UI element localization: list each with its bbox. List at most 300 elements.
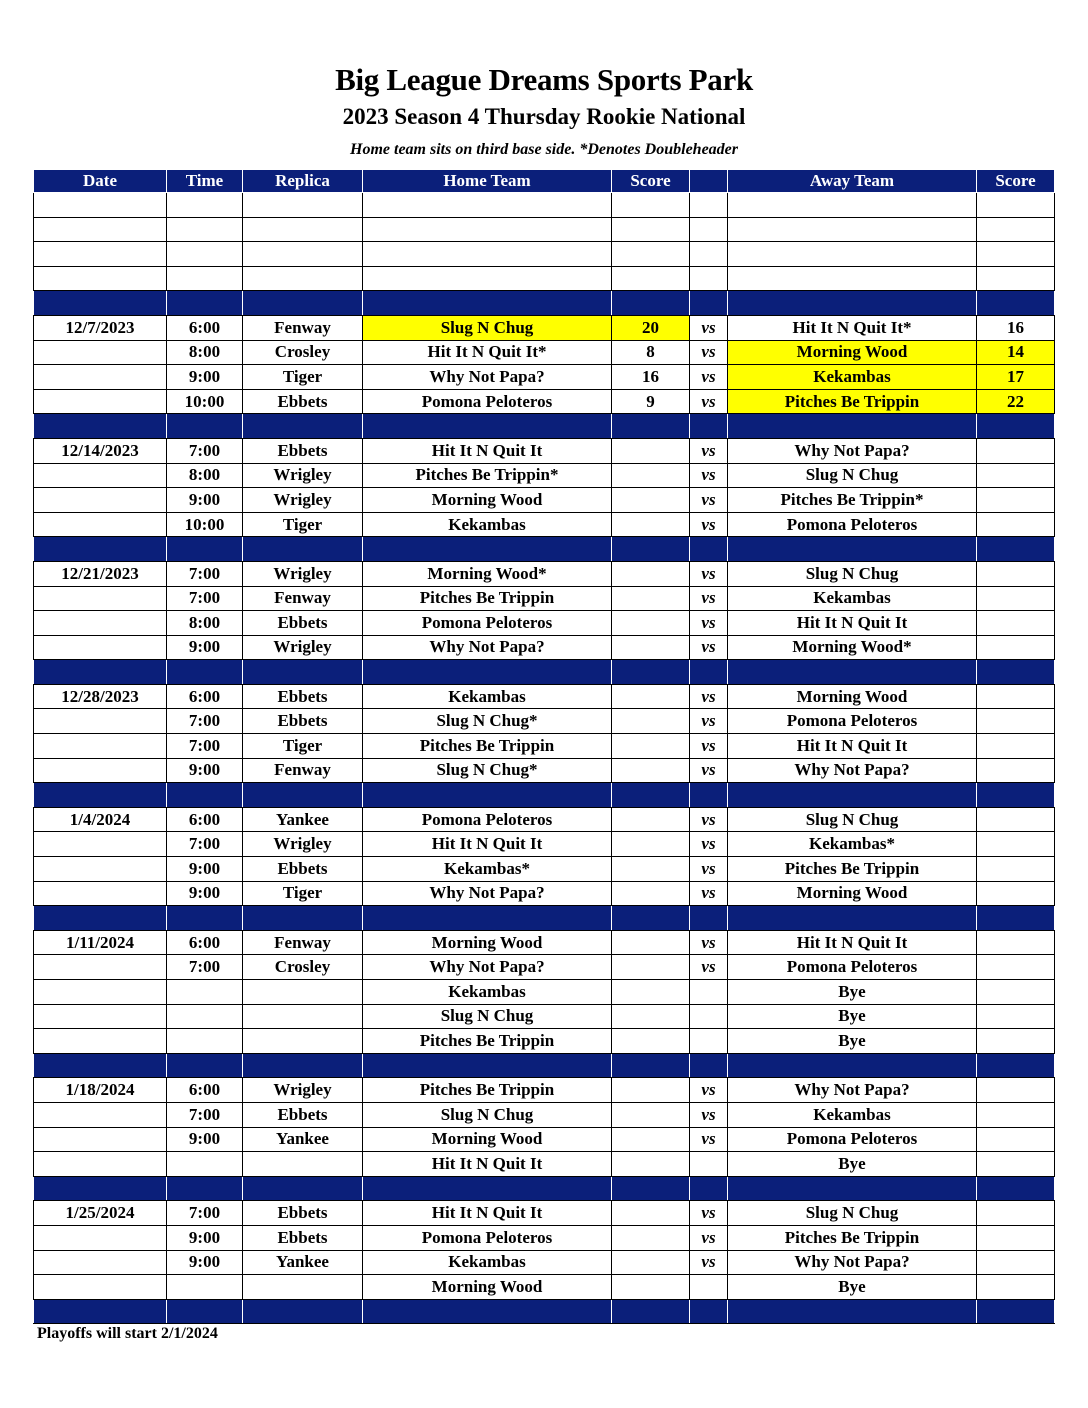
separator-cell	[977, 291, 1055, 316]
game-field: Tiger	[243, 734, 363, 759]
game-time: 7:00	[167, 955, 243, 980]
home-team: Why Not Papa?	[363, 635, 612, 660]
away-score	[977, 832, 1055, 857]
home-score	[612, 955, 690, 980]
separator-cell	[363, 783, 612, 808]
home-score	[612, 1127, 690, 1152]
separator-cell	[243, 1299, 363, 1324]
game-time	[167, 1152, 243, 1177]
away-team: Pomona Peloteros	[728, 512, 977, 537]
game-field	[243, 1152, 363, 1177]
away-score	[977, 1102, 1055, 1127]
away-team: Morning Wood	[728, 340, 977, 365]
game-date	[34, 1029, 167, 1054]
vs-label: vs	[690, 1250, 728, 1275]
home-team: Hit It N Quit It*	[363, 340, 612, 365]
home-team: Morning Wood	[363, 1127, 612, 1152]
separator-cell	[977, 1176, 1055, 1201]
away-team: Kekambas*	[728, 832, 977, 857]
home-team: Pomona Peloteros	[363, 807, 612, 832]
vs-label: vs	[690, 488, 728, 513]
separator-cell	[243, 291, 363, 316]
vs-label: vs	[690, 389, 728, 414]
home-score	[612, 561, 690, 586]
game-field: Crosley	[243, 955, 363, 980]
game-date	[34, 1004, 167, 1029]
home-team: Pitches Be Trippin	[363, 734, 612, 759]
separator-cell	[728, 1176, 977, 1201]
empty-cell	[728, 242, 977, 267]
home-score	[612, 611, 690, 636]
home-team: Pitches Be Trippin*	[363, 463, 612, 488]
separator-cell	[34, 660, 167, 685]
away-team: Why Not Papa?	[728, 1250, 977, 1275]
game-time: 9:00	[167, 1127, 243, 1152]
separator-cell	[728, 660, 977, 685]
game-field	[243, 980, 363, 1005]
game-time	[167, 1275, 243, 1300]
separator-cell	[612, 1299, 690, 1324]
game-time	[167, 1029, 243, 1054]
game-field: Wrigley	[243, 463, 363, 488]
away-team: Why Not Papa?	[728, 438, 977, 463]
separator-cell	[243, 1053, 363, 1078]
away-score	[977, 1225, 1055, 1250]
vs-label: vs	[690, 365, 728, 390]
separator-cell	[728, 783, 977, 808]
home-team: Kekambas	[363, 684, 612, 709]
home-score	[612, 512, 690, 537]
empty-cell	[728, 266, 977, 291]
home-team: Kekambas*	[363, 857, 612, 882]
home-score	[612, 1201, 690, 1226]
separator-cell	[243, 414, 363, 439]
game-time: 6:00	[167, 930, 243, 955]
separator-cell	[612, 537, 690, 562]
home-team: Pitches Be Trippin	[363, 586, 612, 611]
vs-label	[690, 980, 728, 1005]
week-separator	[34, 537, 1055, 562]
vs-label: vs	[690, 315, 728, 340]
separator-cell	[977, 660, 1055, 685]
week-separator	[34, 291, 1055, 316]
separator-cell	[243, 660, 363, 685]
game-date: 12/7/2023	[34, 315, 167, 340]
away-score	[977, 930, 1055, 955]
away-team: Pomona Peloteros	[728, 709, 977, 734]
separator-cell	[34, 537, 167, 562]
empty-cell	[977, 217, 1055, 242]
vs-label: vs	[690, 1225, 728, 1250]
page-title: Big League Dreams Sports Park	[335, 62, 753, 97]
game-row	[34, 512, 1055, 537]
game-time: 7:00	[167, 561, 243, 586]
away-score	[977, 734, 1055, 759]
empty-cell	[167, 242, 243, 267]
separator-cell	[690, 906, 728, 931]
vs-label	[690, 1004, 728, 1029]
game-field: Fenway	[243, 586, 363, 611]
game-row	[34, 1250, 1055, 1275]
home-team: Hit It N Quit It	[363, 1201, 612, 1226]
separator-cell	[728, 537, 977, 562]
away-score	[977, 1152, 1055, 1177]
away-team: Pomona Peloteros	[728, 955, 977, 980]
game-row	[34, 1127, 1055, 1152]
home-score	[612, 1152, 690, 1177]
game-row	[34, 635, 1055, 660]
week-separator	[34, 414, 1055, 439]
away-score	[977, 709, 1055, 734]
away-team: Morning Wood*	[728, 635, 977, 660]
home-score	[612, 930, 690, 955]
home-score	[612, 1078, 690, 1103]
empty-cell	[690, 266, 728, 291]
game-date	[34, 611, 167, 636]
game-date	[34, 512, 167, 537]
away-score: 22	[977, 389, 1055, 414]
game-field: Wrigley	[243, 635, 363, 660]
separator-cell	[363, 1176, 612, 1201]
game-time: 8:00	[167, 463, 243, 488]
game-time: 7:00	[167, 832, 243, 857]
col-vs	[690, 170, 728, 193]
game-time: 6:00	[167, 1078, 243, 1103]
home-team: Morning Wood*	[363, 561, 612, 586]
game-row	[34, 1225, 1055, 1250]
away-score	[977, 611, 1055, 636]
schedule-table	[33, 169, 1055, 1324]
game-time: 10:00	[167, 389, 243, 414]
game-row	[34, 881, 1055, 906]
vs-label: vs	[690, 684, 728, 709]
game-row	[34, 1078, 1055, 1103]
game-field	[243, 1029, 363, 1054]
separator-cell	[34, 1053, 167, 1078]
empty-cell	[612, 242, 690, 267]
away-team: Slug N Chug	[728, 1201, 977, 1226]
away-team: Bye	[728, 1004, 977, 1029]
vs-label: vs	[690, 857, 728, 882]
game-time: 9:00	[167, 1250, 243, 1275]
separator-cell	[977, 414, 1055, 439]
separator-cell	[34, 291, 167, 316]
empty-cell	[728, 217, 977, 242]
home-score	[612, 1102, 690, 1127]
game-row	[34, 611, 1055, 636]
game-field: Fenway	[243, 930, 363, 955]
playoffs-note: Playoffs will start 2/1/2024	[37, 1325, 218, 1342]
home-score	[612, 488, 690, 513]
away-team: Pitches Be Trippin	[728, 857, 977, 882]
away-team: Slug N Chug	[728, 807, 977, 832]
week-separator	[34, 1299, 1055, 1324]
empty-cell	[690, 242, 728, 267]
home-team: Slug N Chug*	[363, 758, 612, 783]
game-field: Wrigley	[243, 832, 363, 857]
away-team: Morning Wood	[728, 684, 977, 709]
home-team: Kekambas	[363, 980, 612, 1005]
separator-cell	[167, 1053, 243, 1078]
away-team: Kekambas	[728, 1102, 977, 1127]
separator-cell	[728, 1053, 977, 1078]
separator-cell	[612, 291, 690, 316]
away-team: Hit It N Quit It*	[728, 315, 977, 340]
page-subtitle: 2023 Season 4 Thursday Rookie National	[342, 104, 746, 129]
separator-cell	[167, 1299, 243, 1324]
away-score	[977, 807, 1055, 832]
away-team: Pitches Be Trippin	[728, 389, 977, 414]
separator-cell	[728, 291, 977, 316]
empty-cell	[977, 242, 1055, 267]
separator-cell	[977, 783, 1055, 808]
away-score	[977, 1250, 1055, 1275]
separator-cell	[728, 906, 977, 931]
vs-label: vs	[690, 1102, 728, 1127]
away-team: Why Not Papa?	[728, 758, 977, 783]
separator-cell	[167, 414, 243, 439]
separator-cell	[34, 906, 167, 931]
game-date	[34, 1275, 167, 1300]
vs-label: vs	[690, 611, 728, 636]
game-time: 9:00	[167, 857, 243, 882]
game-field: Fenway	[243, 758, 363, 783]
separator-cell	[363, 291, 612, 316]
vs-label: vs	[690, 758, 728, 783]
game-date	[34, 340, 167, 365]
game-date	[34, 857, 167, 882]
empty-cell	[243, 217, 363, 242]
home-team: Hit It N Quit It	[363, 1152, 612, 1177]
game-row	[34, 1275, 1055, 1300]
home-score: 8	[612, 340, 690, 365]
game-date	[34, 980, 167, 1005]
game-date: 1/18/2024	[34, 1078, 167, 1103]
home-score	[612, 881, 690, 906]
vs-label: vs	[690, 955, 728, 980]
away-score	[977, 955, 1055, 980]
separator-cell	[363, 414, 612, 439]
schedule-body	[34, 193, 1055, 1324]
separator-cell	[690, 291, 728, 316]
game-row	[34, 955, 1055, 980]
game-field: Ebbets	[243, 438, 363, 463]
home-team: Why Not Papa?	[363, 955, 612, 980]
vs-label: vs	[690, 709, 728, 734]
blank-row	[34, 217, 1055, 242]
game-date: 1/25/2024	[34, 1201, 167, 1226]
away-team: Pitches Be Trippin	[728, 1225, 977, 1250]
empty-cell	[363, 217, 612, 242]
game-date	[34, 1152, 167, 1177]
vs-label: vs	[690, 512, 728, 537]
separator-cell	[612, 906, 690, 931]
game-row	[34, 488, 1055, 513]
game-row	[34, 340, 1055, 365]
vs-label	[690, 1152, 728, 1177]
separator-cell	[612, 414, 690, 439]
separator-cell	[690, 783, 728, 808]
empty-cell	[363, 242, 612, 267]
page-note: Home team sits on third base side. *Denotes Doubleheader	[350, 141, 738, 158]
separator-cell	[977, 1299, 1055, 1324]
separator-cell	[167, 537, 243, 562]
away-score	[977, 684, 1055, 709]
away-score	[977, 561, 1055, 586]
away-score	[977, 1078, 1055, 1103]
home-team: Kekambas	[363, 1250, 612, 1275]
game-date	[34, 1250, 167, 1275]
game-field: Fenway	[243, 315, 363, 340]
separator-cell	[363, 537, 612, 562]
separator-cell	[690, 660, 728, 685]
game-field: Ebbets	[243, 389, 363, 414]
game-row	[34, 463, 1055, 488]
away-score	[977, 1004, 1055, 1029]
away-score	[977, 438, 1055, 463]
game-field: Wrigley	[243, 488, 363, 513]
vs-label	[690, 1275, 728, 1300]
empty-cell	[612, 217, 690, 242]
home-score	[612, 709, 690, 734]
home-team: Pitches Be Trippin	[363, 1078, 612, 1103]
empty-cell	[690, 193, 728, 218]
away-team: Bye	[728, 1275, 977, 1300]
separator-cell	[690, 1299, 728, 1324]
game-time: 7:00	[167, 1201, 243, 1226]
home-team: Hit It N Quit It	[363, 832, 612, 857]
home-team: Why Not Papa?	[363, 881, 612, 906]
game-field: Yankee	[243, 1250, 363, 1275]
separator-cell	[612, 783, 690, 808]
game-time: 8:00	[167, 611, 243, 636]
away-score	[977, 488, 1055, 513]
home-score	[612, 832, 690, 857]
home-score	[612, 1250, 690, 1275]
separator-cell	[690, 414, 728, 439]
away-score	[977, 1127, 1055, 1152]
empty-cell	[977, 266, 1055, 291]
away-team: Hit It N Quit It	[728, 930, 977, 955]
home-score	[612, 684, 690, 709]
game-row	[34, 930, 1055, 955]
week-separator	[34, 660, 1055, 685]
empty-cell	[612, 193, 690, 218]
away-score: 14	[977, 340, 1055, 365]
col-home-score: Score	[612, 170, 690, 193]
game-row	[34, 561, 1055, 586]
home-score	[612, 980, 690, 1005]
header-row	[34, 170, 1055, 193]
game-date	[34, 734, 167, 759]
away-score	[977, 857, 1055, 882]
game-time	[167, 1004, 243, 1029]
empty-cell	[34, 217, 167, 242]
vs-label	[690, 1029, 728, 1054]
separator-cell	[363, 906, 612, 931]
away-score	[977, 463, 1055, 488]
game-time: 7:00	[167, 734, 243, 759]
game-date: 12/14/2023	[34, 438, 167, 463]
away-team: Hit It N Quit It	[728, 734, 977, 759]
separator-cell	[167, 660, 243, 685]
game-field	[243, 1004, 363, 1029]
separator-cell	[34, 1299, 167, 1324]
game-date	[34, 758, 167, 783]
game-row	[34, 980, 1055, 1005]
game-date	[34, 488, 167, 513]
away-score	[977, 1029, 1055, 1054]
away-team: Slug N Chug	[728, 561, 977, 586]
vs-label: vs	[690, 340, 728, 365]
game-time: 7:00	[167, 709, 243, 734]
separator-cell	[977, 1053, 1055, 1078]
away-team: Bye	[728, 980, 977, 1005]
home-score	[612, 807, 690, 832]
home-score	[612, 734, 690, 759]
away-team: Slug N Chug	[728, 463, 977, 488]
game-row	[34, 586, 1055, 611]
game-date	[34, 1225, 167, 1250]
empty-cell	[167, 266, 243, 291]
separator-cell	[243, 1176, 363, 1201]
away-score: 16	[977, 315, 1055, 340]
game-date	[34, 463, 167, 488]
home-score: 16	[612, 365, 690, 390]
game-row	[34, 758, 1055, 783]
game-row	[34, 1201, 1055, 1226]
game-row	[34, 734, 1055, 759]
separator-cell	[243, 537, 363, 562]
empty-cell	[728, 193, 977, 218]
vs-label: vs	[690, 832, 728, 857]
game-time: 8:00	[167, 340, 243, 365]
game-field: Wrigley	[243, 561, 363, 586]
game-field: Wrigley	[243, 1078, 363, 1103]
empty-cell	[34, 266, 167, 291]
game-field	[243, 1275, 363, 1300]
away-team: Kekambas	[728, 365, 977, 390]
empty-cell	[243, 193, 363, 218]
empty-cell	[167, 217, 243, 242]
game-date: 1/11/2024	[34, 930, 167, 955]
vs-label: vs	[690, 463, 728, 488]
separator-cell	[690, 537, 728, 562]
vs-label: vs	[690, 881, 728, 906]
separator-cell	[612, 1176, 690, 1201]
home-team: Kekambas	[363, 512, 612, 537]
game-time: 9:00	[167, 758, 243, 783]
empty-cell	[243, 242, 363, 267]
empty-cell	[690, 217, 728, 242]
away-team: Bye	[728, 1152, 977, 1177]
blank-row	[34, 266, 1055, 291]
game-time: 6:00	[167, 807, 243, 832]
separator-cell	[977, 906, 1055, 931]
vs-label: vs	[690, 734, 728, 759]
separator-cell	[728, 414, 977, 439]
col-away-team: Away Team	[728, 170, 977, 193]
blank-row	[34, 242, 1055, 267]
game-time: 7:00	[167, 586, 243, 611]
away-team: Bye	[728, 1029, 977, 1054]
home-score	[612, 1225, 690, 1250]
game-time: 9:00	[167, 881, 243, 906]
separator-cell	[167, 783, 243, 808]
game-date	[34, 709, 167, 734]
empty-cell	[363, 193, 612, 218]
game-time: 6:00	[167, 684, 243, 709]
